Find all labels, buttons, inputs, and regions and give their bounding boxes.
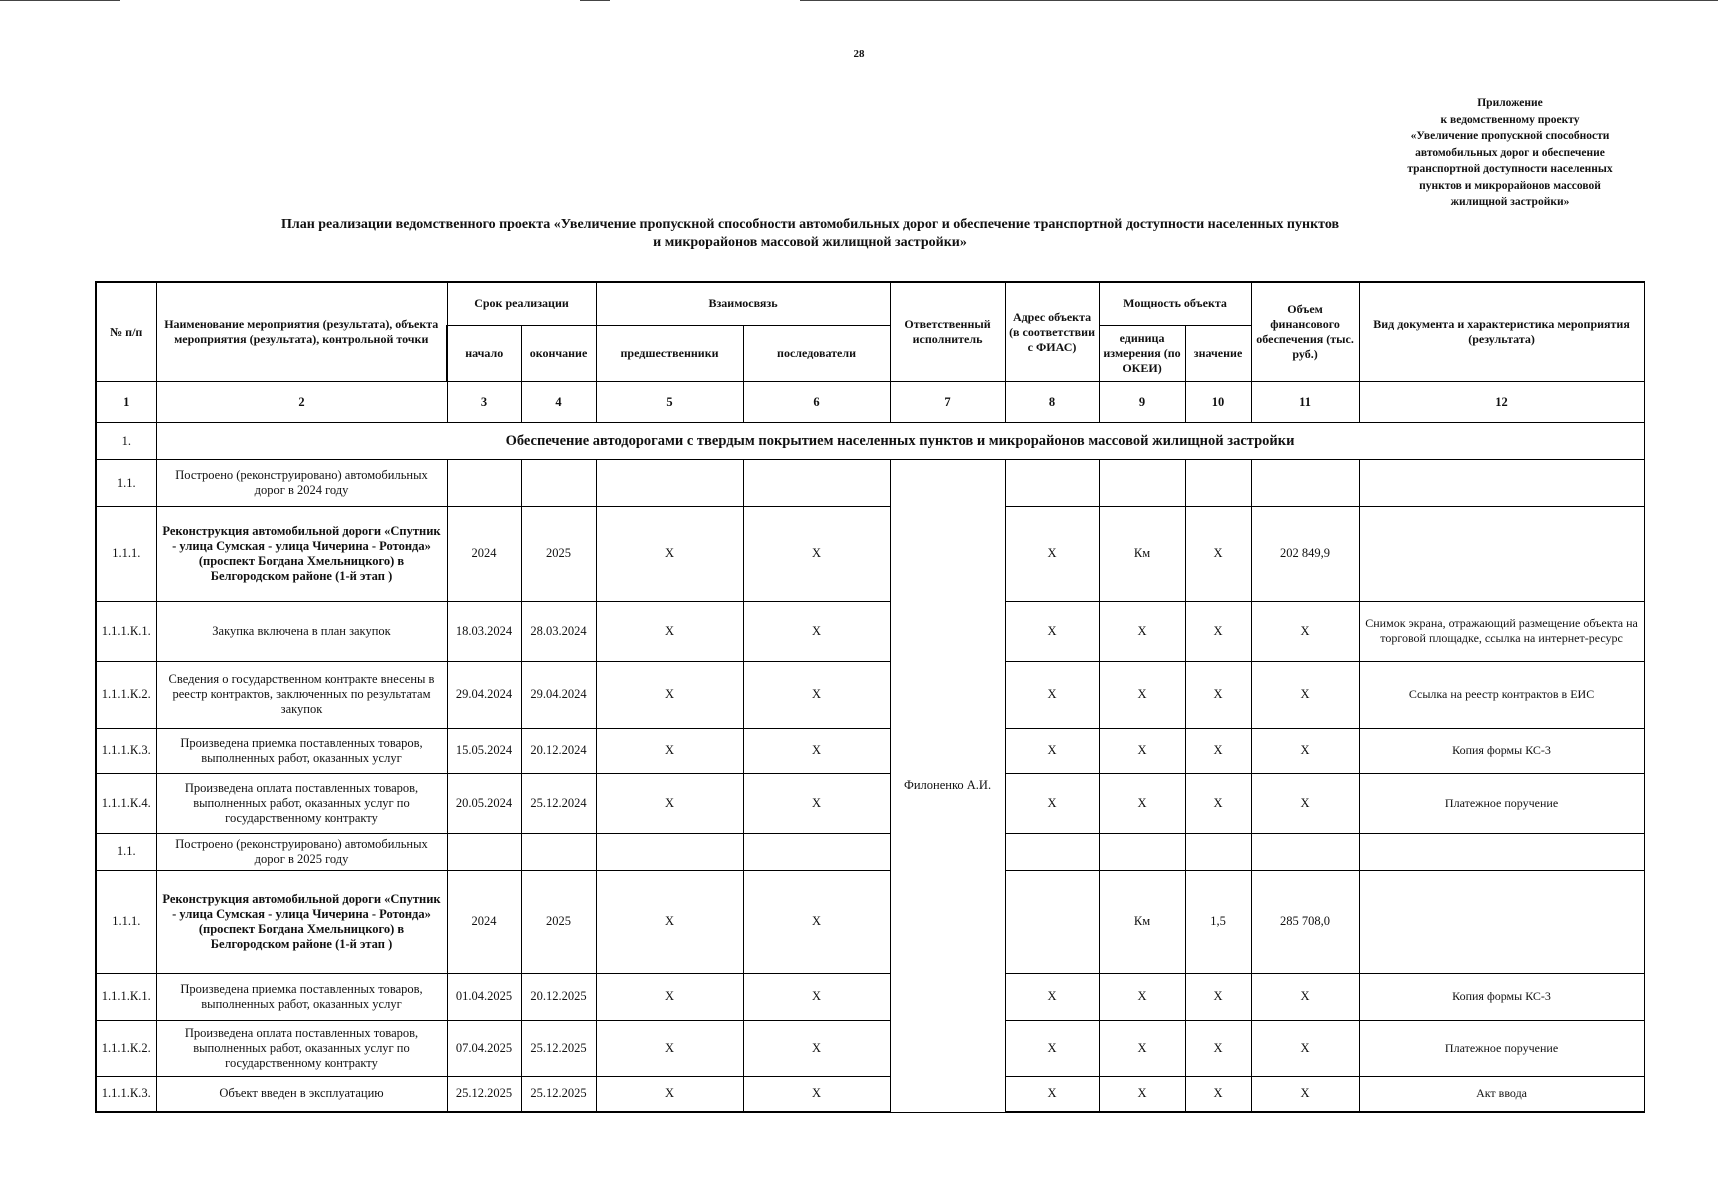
cell-name: Закупка включена в план закупок [156,601,447,661]
cell-name: Построено (реконструировано) автомобильных дорог в 2024 году [156,459,447,506]
cell-start [447,833,521,870]
page-number: 28 [853,48,865,60]
column-number: 12 [1359,382,1644,423]
appendix-line: транспортной доступности населенных [1407,163,1613,175]
cell-address: X [1005,507,1099,602]
scan-edge-line [580,0,610,1]
cell-unit: X [1099,1076,1185,1112]
cell-name: Реконструкция автомобильной дороги «Спутник - улица Сумская - улица Чичерина - Ротонда» (проспект Богдана Хмельницкого) в Белгородском районе (1-й этап ) [156,507,447,602]
cell-doc: Копия формы КС-3 [1359,973,1644,1020]
document-title [160,216,1460,252]
cell-num: 1.1. [96,459,156,506]
column-number: 11 [1251,382,1359,423]
column-number: 1 [96,382,156,423]
table-row [96,870,1644,973]
cell-num: 1.1. [96,833,156,870]
column-number: 9 [1099,382,1185,423]
cell-successors [743,459,890,506]
cell-name: Произведена оплата поставленных товаров, выполненных работ, оказанных услуг по государственному контракту [156,773,447,833]
cell-unit: X [1099,601,1185,661]
cell-num: 1.1.1.К.4. [96,773,156,833]
cell-doc: Снимок экрана, отражающий размещение объекта на торговой площадке, ссылка на интернет-ресурс [1359,601,1644,661]
document-title-line: и микрорайонов массовой жилищной застройки» [653,235,967,250]
cell-num: 1.1.1.К.3. [96,1076,156,1112]
cell-num: 1.1.1.К.1. [96,973,156,1020]
cell-value: X [1185,661,1251,728]
column-number: 4 [521,382,596,423]
cell-name: Произведена оплата поставленных товаров, выполненных работ, оказанных услуг по государственному контракту [156,1021,447,1077]
cell-end: 25.12.2025 [521,1021,596,1077]
cell-start: 01.04.2025 [447,973,521,1020]
cell-num: 1.1.1.К.2. [96,661,156,728]
cell-unit [1099,459,1185,506]
section-title: Обеспечение автодорогами с твердым покрытием населенных пунктов и микрорайонов массовой жилищной застройки [156,423,1644,460]
cell-doc: Копия формы КС-3 [1359,728,1644,773]
cell-start: 18.03.2024 [447,601,521,661]
appendix-line: к ведомственному проекту [1440,113,1580,126]
cell-address: X [1005,661,1099,728]
cell-volume [1251,833,1359,870]
cell-doc [1359,459,1644,506]
cell-doc: Акт ввода [1359,1076,1644,1112]
header-start: начало [447,325,521,382]
cell-doc: Ссылка на реестр контрактов в ЕИС [1359,661,1644,728]
cell-start: 2024 [447,870,521,973]
column-number: 3 [447,382,521,423]
cell-executor: Филоненко А.И. [890,459,1005,1112]
cell-end: 20.12.2024 [521,728,596,773]
cell-volume: X [1251,973,1359,1020]
cell-predecessors: X [596,1076,743,1112]
cell-predecessors [596,833,743,870]
cell-predecessors: X [596,728,743,773]
cell-successors: X [743,1021,890,1077]
cell-num: 1.1.1.К.1. [96,601,156,661]
cell-successors: X [743,973,890,1020]
cell-start: 29.04.2024 [447,661,521,728]
header-num: № п/п [96,282,156,382]
cell-name: Реконструкция автомобильной дороги «Спутник - улица Сумская - улица Чичерина - Ротонда» (проспект Богдана Хмельницкого) в Белгородском районе (1-й этап ) [156,870,447,973]
cell-start: 25.12.2025 [447,1076,521,1112]
cell-end: 2025 [521,507,596,602]
cell-doc [1359,870,1644,973]
column-number: 10 [1185,382,1251,423]
cell-doc [1359,507,1644,602]
cell-value: X [1185,601,1251,661]
column-number: 5 [596,382,743,423]
document-title-line: План реализации ведомственного проекта «Увеличение пропускной способности автомобильных дорог и обеспечение транспортной доступности населенных пунктов [280,217,1340,232]
cell-value [1185,833,1251,870]
table-row [96,728,1644,773]
cell-volume: X [1251,728,1359,773]
cell-successors: X [743,661,890,728]
cell-start [447,459,521,506]
cell-unit: X [1099,973,1185,1020]
appendix-line: Приложение [1477,97,1543,109]
cell-unit: Км [1099,870,1185,973]
cell-predecessors: X [596,601,743,661]
table-row [96,601,1644,661]
appendix-line: автомобильных дорог и обеспечение [1415,146,1605,159]
cell-end: 25.12.2025 [521,1076,596,1112]
appendix-line: «Увеличение пропускной способности [1410,130,1610,142]
cell-num: 1.1.1.К.3. [96,728,156,773]
table-row [96,1021,1644,1077]
cell-value: X [1185,507,1251,602]
header-predecessors: предшественники [596,325,743,382]
cell-address: X [1005,973,1099,1020]
cell-doc [1359,833,1644,870]
cell-volume [1251,459,1359,506]
cell-value [1185,459,1251,506]
header-period: Срок реализации [447,282,596,325]
cell-volume: X [1251,1021,1359,1077]
cell-volume: X [1251,661,1359,728]
header-volume: Объем финансового обеспечения (тыс. руб.) [1251,282,1359,382]
appendix-note [1370,95,1650,211]
header-value: значение [1185,325,1251,382]
cell-predecessors: X [596,661,743,728]
cell-predecessors: X [596,507,743,602]
cell-unit: X [1099,1021,1185,1077]
cell-address: X [1005,1021,1099,1077]
cell-address: X [1005,773,1099,833]
cell-value: X [1185,773,1251,833]
header-end: окончание [521,325,596,382]
cell-unit [1099,833,1185,870]
cell-start: 2024 [447,507,521,602]
cell-address: X [1005,1076,1099,1112]
header-doc: Вид документа и характеристика мероприятия (результата) [1359,282,1644,382]
cell-unit: X [1099,773,1185,833]
cell-end [521,833,596,870]
cell-address [1005,459,1099,506]
cell-address: X [1005,601,1099,661]
cell-successors [743,833,890,870]
header-successors: последователи [743,325,890,382]
section-row [96,423,1644,460]
cell-doc: Платежное поручение [1359,773,1644,833]
cell-volume: X [1251,601,1359,661]
cell-unit: Км [1099,507,1185,602]
table-row [96,1076,1644,1112]
cell-unit: X [1099,728,1185,773]
cell-value: 1,5 [1185,870,1251,973]
scan-edge-line [0,0,120,1]
header-address: Адрес объекта (в соответствии с ФИАС) [1005,282,1099,382]
cell-end: 2025 [521,870,596,973]
cell-num: 1.1.1.К.2. [96,1021,156,1077]
cell-num: 1.1.1. [96,870,156,973]
header-capacity: Мощность объекта [1099,282,1251,325]
column-number: 8 [1005,382,1099,423]
cell-unit: X [1099,661,1185,728]
header-unit: единица измерения (по ОКЕИ) [1099,325,1185,382]
cell-value: X [1185,1076,1251,1112]
cell-start: 07.04.2025 [447,1021,521,1077]
cell-successors: X [743,507,890,602]
cell-value: X [1185,1021,1251,1077]
cell-start: 15.05.2024 [447,728,521,773]
cell-successors: X [743,1076,890,1112]
cell-end [521,459,596,506]
implementation-plan-table [95,281,1645,1113]
column-number: 6 [743,382,890,423]
table-header-row [96,282,1644,325]
table-row [96,661,1644,728]
cell-name: Сведения о государственном контракте внесены в реестр контрактов, заключенных по результатам закупок [156,661,447,728]
header-name: Наименование мероприятия (результата), объекта мероприятия (результата), контрольной точки [156,282,447,382]
table-row [96,459,1644,506]
appendix-line: жилищной застройки» [1450,196,1570,208]
cell-name: Произведена приемка поставленных товаров, выполненных работ, оказанных услуг [156,973,447,1020]
cell-address [1005,870,1099,973]
cell-end: 28.03.2024 [521,601,596,661]
cell-volume: 285 708,0 [1251,870,1359,973]
table-row [96,507,1644,602]
cell-value: X [1185,728,1251,773]
table-row [96,973,1644,1020]
cell-volume: 202 849,9 [1251,507,1359,602]
table-row [96,833,1644,870]
cell-predecessors: X [596,1021,743,1077]
header-relation: Взаимосвязь [596,282,890,325]
cell-volume: X [1251,1076,1359,1112]
cell-end: 20.12.2025 [521,973,596,1020]
column-number: 7 [890,382,1005,423]
cell-address [1005,833,1099,870]
cell-doc: Платежное поручение [1359,1021,1644,1077]
column-numbers-row [96,382,1644,423]
column-number: 2 [156,382,447,423]
cell-successors: X [743,601,890,661]
cell-name: Произведена приемка поставленных товаров, выполненных работ, оказанных услуг [156,728,447,773]
section-num: 1. [96,423,156,460]
cell-num: 1.1.1. [96,507,156,602]
cell-end: 25.12.2024 [521,773,596,833]
cell-address: X [1005,728,1099,773]
cell-predecessors: X [596,870,743,973]
cell-successors: X [743,728,890,773]
cell-value: X [1185,973,1251,1020]
cell-successors: X [743,773,890,833]
cell-name: Построено (реконструировано) автомобильных дорог в 2025 году [156,833,447,870]
header-executor: Ответственный исполнитель [890,282,1005,382]
cell-start: 20.05.2024 [447,773,521,833]
scan-edge-line [800,0,1718,1]
cell-successors: X [743,870,890,973]
cell-end: 29.04.2024 [521,661,596,728]
appendix-line: пунктов и микрорайонов массовой [1419,179,1601,192]
cell-predecessors: X [596,973,743,1020]
table-row [96,773,1644,833]
cell-predecessors [596,459,743,506]
cell-name: Объект введен в эксплуатацию [156,1076,447,1112]
cell-predecessors: X [596,773,743,833]
cell-volume: X [1251,773,1359,833]
